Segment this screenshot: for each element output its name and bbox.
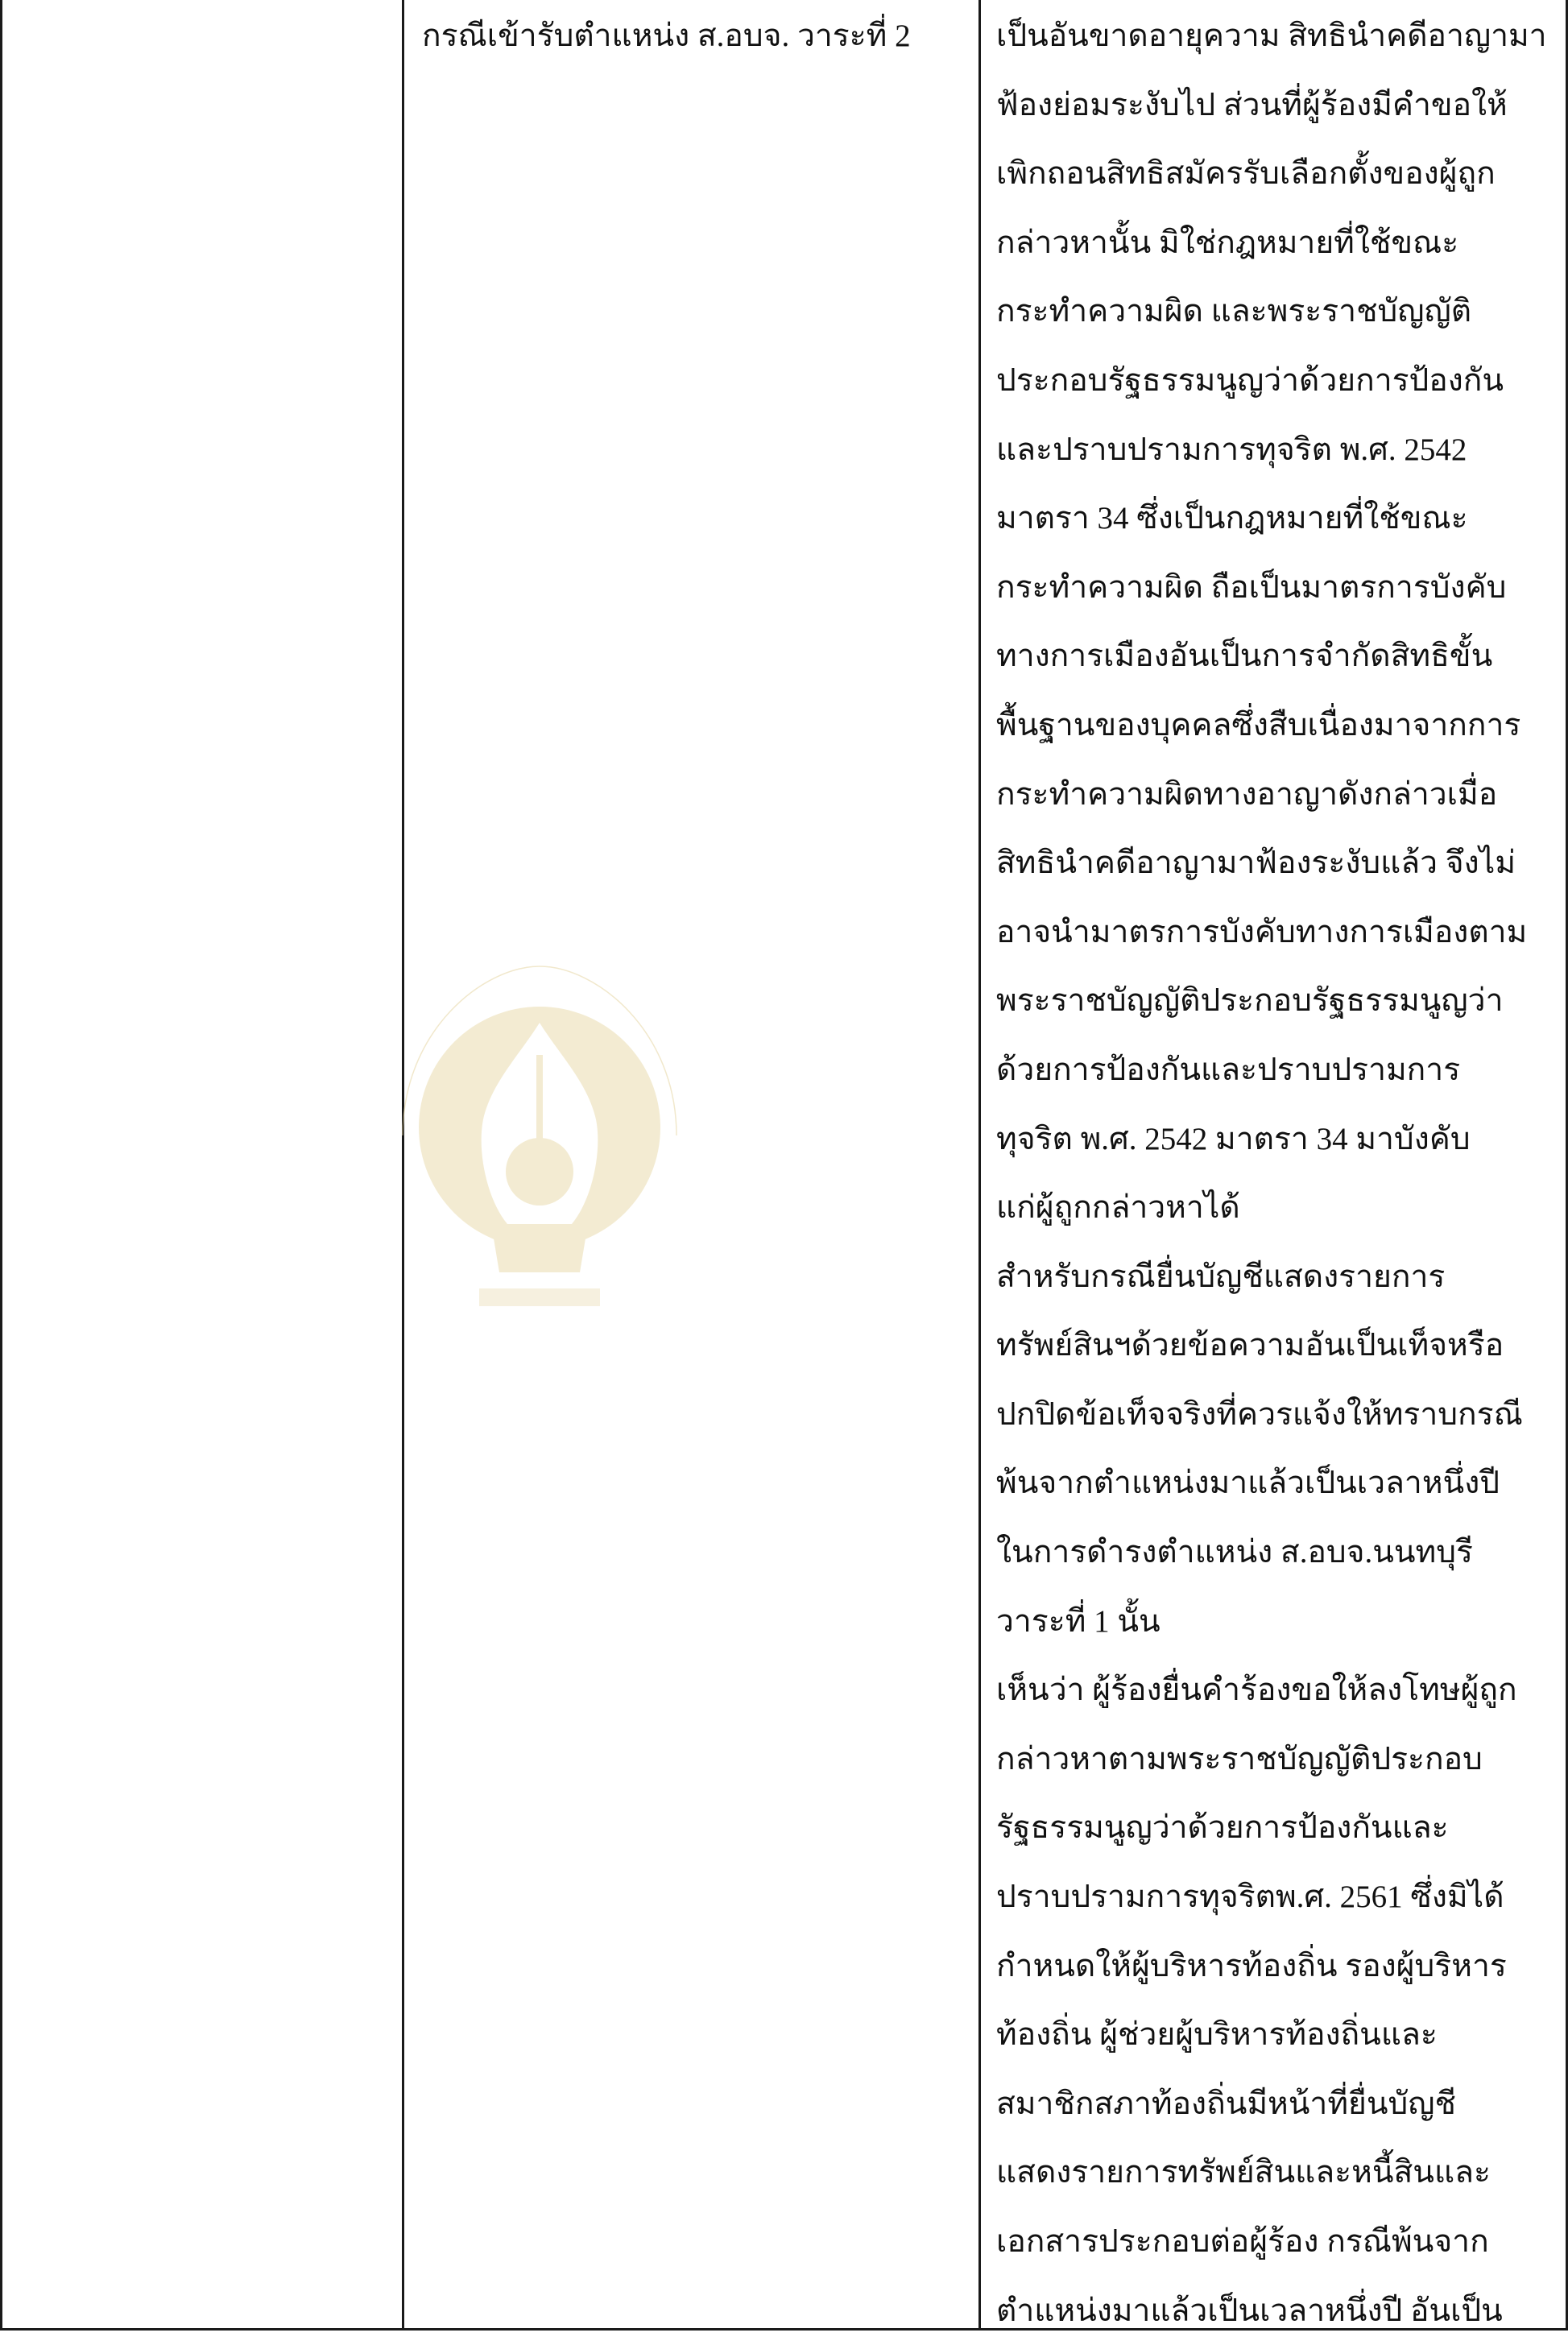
column3-line: กำหนดให้ผู้บริหารท้องถิ่น รองผู้บริหาร bbox=[996, 1948, 1507, 1983]
pen-nib-seal-icon bbox=[346, 934, 733, 1385]
column3-line: รัฐธรรมนูญว่าด้วยการป้องกันและ bbox=[996, 1810, 1449, 1846]
column3-line: เอกสารประกอบต่อผู้ร้อง กรณีพ้นจาก bbox=[996, 2224, 1489, 2259]
column3-line: ประกอบรัฐธรรมนูญว่าด้วยการป้องกัน bbox=[996, 362, 1504, 398]
column3-line: ทุจริต พ.ศ. 2542 มาตรา 34 มาบังคับ bbox=[996, 1121, 1471, 1156]
column3-cell bbox=[996, 2, 1547, 2345]
column3-line: พ้นจากตำแหน่งมาแล้วเป็นเวลาหนึ่งปี bbox=[996, 1466, 1500, 1501]
table-column-divider-2 bbox=[978, 0, 981, 2331]
column3-line: กระทำความผิด ถือเป็นมาตรการบังคับ bbox=[996, 569, 1507, 605]
column3-line: ทางการเมืองอันเป็นการจำกัดสิทธิขั้น bbox=[996, 639, 1493, 674]
column3-line: สมาชิกสภาท้องถิ่นมีหน้าที่ยื่นบัญชี bbox=[996, 2086, 1457, 2121]
column3-line: สำหรับกรณียื่นบัญชีแสดงรายการ bbox=[996, 1259, 1446, 1294]
column3-line: ทรัพย์สินฯด้วยข้อความอันเป็นเท็จหรือ bbox=[996, 1328, 1504, 1363]
column3-line: ด้วยการป้องกันและปราบปรามการ bbox=[996, 1052, 1461, 1087]
column3-line: พื้นฐานของบุคคลซึ่งสืบเนื่องมาจากการ bbox=[996, 707, 1521, 742]
column3-line: เป็นอันขาดอายุความ สิทธินำคดีอาญามา bbox=[996, 19, 1547, 53]
column3-line: ท้องถิ่น ผู้ช่วยผู้บริหารท้องถิ่นและ bbox=[996, 2017, 1438, 2053]
column3-line: วาระที่ 1 นั้น bbox=[996, 1603, 1160, 1639]
column3-line: สิทธินำคดีอาญามาฟ้องระงับแล้ว จึงไม่ bbox=[996, 846, 1516, 881]
column3-line: กระทำความผิดทางอาญาดังกล่าวเมื่อ bbox=[996, 776, 1498, 812]
column3-line: ฟ้องย่อมระงับไป ส่วนที่ผู้ร้องมีคำขอให้ bbox=[996, 87, 1508, 122]
table-left-border bbox=[0, 0, 2, 2331]
column3-line: ในการดำรงตำแหน่ง ส.อบจ.นนทบุรี bbox=[996, 1535, 1473, 1570]
column3-line: ปกปิดข้อเท็จจริงที่ควรแจ้งให้ทราบกรณี bbox=[996, 1396, 1523, 1432]
column3-line: พระราชบัญญัติประกอบรัฐธรรมนูญว่า bbox=[996, 983, 1504, 1019]
column3-line: อาจนำมาตรการบังคับทางการเมืองตาม bbox=[996, 914, 1528, 949]
column3-line: กล่าวหาตามพระราชบัญญัติประกอบ bbox=[996, 1741, 1483, 1776]
column3-line: ตำแหน่งมาแล้วเป็นเวลาหนึ่งปี อันเป็น bbox=[996, 2293, 1503, 2328]
column3-line: แสดงรายการทรัพย์สินและหนี้สินและ bbox=[996, 2155, 1491, 2190]
column3-line: ปราบปรามการทุจริตพ.ศ. 2561 ซึ่งมิได้ bbox=[996, 1880, 1504, 1915]
column3-line: และปราบปรามการทุจริต พ.ศ. 2542 bbox=[996, 432, 1467, 467]
column3-line: กล่าวหานั้น มิใช่กฎหมายที่ใช้ขณะ bbox=[996, 225, 1459, 260]
column3-line: แก่ผู้ถูกกล่าวหาได้ bbox=[996, 1190, 1240, 1226]
column2-cell-text: กรณีเข้ารับตำแหน่ง ส.อบจ. วาระที่ 2 bbox=[422, 19, 911, 53]
column3-line: มาตรา 34 ซึ่งเป็นกฎหมายที่ใช้ขณะ bbox=[996, 501, 1468, 536]
column3-line: กระทำความผิด และพระราชบัญญัติ bbox=[996, 294, 1472, 329]
column3-line: เพิกถอนสิทธิสมัครรับเลือกตั้งของผู้ถูก bbox=[996, 156, 1496, 192]
column3-line: เห็นว่า ผู้ร้องยื่นคำร้องขอให้ลงโทษผู้ถูก bbox=[996, 1673, 1517, 1708]
